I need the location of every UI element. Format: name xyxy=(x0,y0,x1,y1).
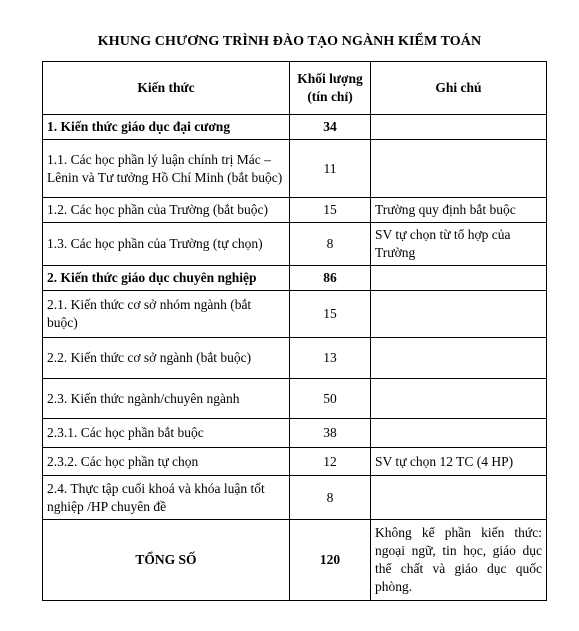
header-credits-line1: Khối lượng xyxy=(297,71,363,86)
header-credits xyxy=(290,62,371,115)
row-label: 1.1. Các học phần lý luận chính trị Mác – Lênin và Tư tưởng Hồ Chí Minh (bắt buộc) xyxy=(43,140,290,198)
row-credits: 8 xyxy=(290,476,371,520)
row-note: SV tự chọn 12 TC (4 HP) xyxy=(371,448,547,476)
document-title: KHUNG CHƯƠNG TRÌNH ĐÀO TẠO NGÀNH KIỂM TOÁN xyxy=(97,34,482,49)
row-note xyxy=(371,419,547,448)
row-note: Trường quy định bắt buộc xyxy=(371,198,547,223)
table-row xyxy=(43,476,547,520)
row-credits: 11 xyxy=(290,140,371,198)
row-note xyxy=(371,476,547,520)
row-label: 2.1. Kiến thức cơ sở nhóm ngành (bắt buộc) xyxy=(43,291,290,338)
table-row xyxy=(43,115,547,140)
row-label: 2. Kiến thức giáo dục chuyên nghiệp xyxy=(43,266,290,291)
row-note xyxy=(371,266,547,291)
curriculum-table xyxy=(42,61,547,601)
table-row xyxy=(43,291,547,338)
header-credits-line2: (tín chỉ) xyxy=(307,89,353,104)
table-total-row xyxy=(43,520,547,601)
row-label: 1.2. Các học phần của Trường (bắt buộc) xyxy=(43,198,290,223)
row-note xyxy=(371,140,547,198)
table-row xyxy=(43,448,547,476)
total-note: Không kể phần kiến thức: ngoại ngữ, tin học, giáo dục thể chất và giáo dục quốc phòng. xyxy=(371,520,547,601)
table-header-row xyxy=(43,62,547,115)
row-note xyxy=(371,379,547,419)
row-note: SV tự chọn từ tổ hợp của Trường xyxy=(371,223,547,266)
row-label: 2.3.1. Các học phần bắt buộc xyxy=(43,419,290,448)
row-credits: 15 xyxy=(290,291,371,338)
row-credits: 86 xyxy=(290,266,371,291)
table-row xyxy=(43,419,547,448)
row-credits: 34 xyxy=(290,115,371,140)
total-credits: 120 xyxy=(290,520,371,601)
row-credits: 13 xyxy=(290,338,371,379)
table-row xyxy=(43,379,547,419)
row-note xyxy=(371,115,547,140)
row-credits: 15 xyxy=(290,198,371,223)
row-label: 2.3.2. Các học phần tự chọn xyxy=(43,448,290,476)
row-label: 2.3. Kiến thức ngành/chuyên ngành xyxy=(43,379,290,419)
row-note xyxy=(371,291,547,338)
row-credits: 50 xyxy=(290,379,371,419)
total-label: TỔNG SỐ xyxy=(43,520,290,601)
row-credits: 38 xyxy=(290,419,371,448)
row-label: 1. Kiến thức giáo dục đại cương xyxy=(43,115,290,140)
table-row xyxy=(43,140,547,198)
row-credits: 12 xyxy=(290,448,371,476)
row-label: 2.2. Kiến thức cơ sở ngành (bắt buộc) xyxy=(43,338,290,379)
table-row xyxy=(43,338,547,379)
row-label: 1.3. Các học phần của Trường (tự chọn) xyxy=(43,223,290,266)
row-note xyxy=(371,338,547,379)
table-row xyxy=(43,223,547,266)
row-label: 2.4. Thực tập cuối khoá và khóa luận tốt nghiệp /HP chuyên đề xyxy=(43,476,290,520)
row-credits: 8 xyxy=(290,223,371,266)
header-notes: Ghi chú xyxy=(371,62,547,115)
table-row xyxy=(43,266,547,291)
table-row xyxy=(43,198,547,223)
header-knowledge: Kiến thức xyxy=(43,62,290,115)
